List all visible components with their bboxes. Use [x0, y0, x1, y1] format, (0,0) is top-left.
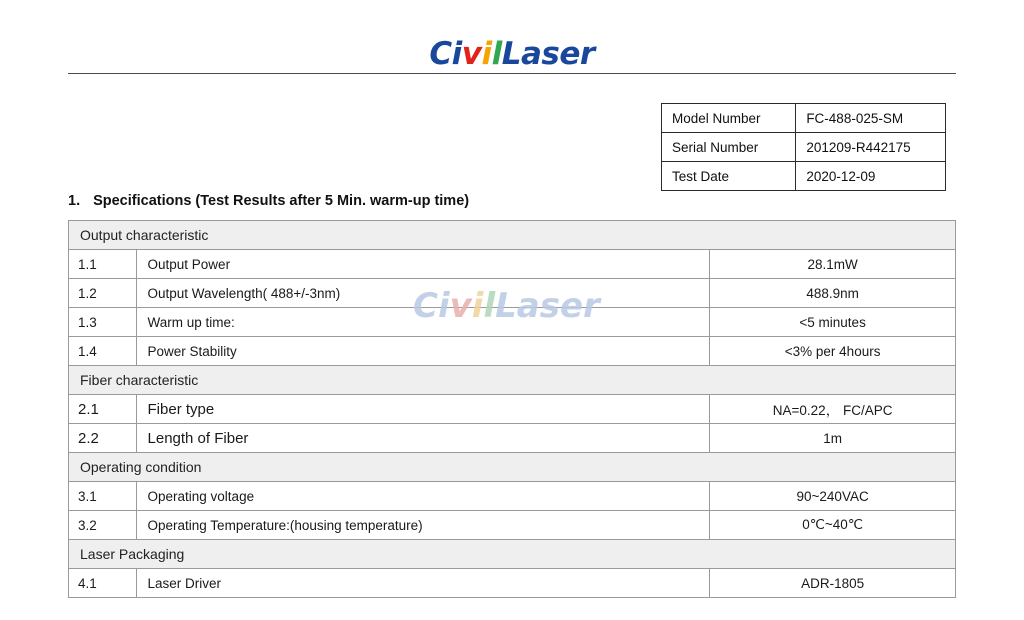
group-header-output-characteristic	[69, 221, 956, 250]
row-index: 1.1	[69, 250, 137, 279]
table-row	[69, 279, 956, 308]
row-index: 1.3	[69, 308, 137, 337]
civillaser-logo	[429, 36, 594, 72]
logo-letter-v: v	[461, 36, 482, 72]
row-name: Laser Driver	[136, 569, 710, 598]
group-header-operating-condition	[69, 453, 956, 482]
table-row	[662, 133, 946, 162]
row-index: 4.1	[69, 569, 137, 598]
info-label-serial: Serial Number	[662, 133, 796, 162]
info-value-testdate: 2020-12-09	[796, 162, 946, 191]
section-number: 1.	[68, 193, 81, 209]
table-row	[69, 569, 956, 598]
row-value: 0℃~40℃	[710, 511, 956, 540]
row-value: ADR-1805	[710, 569, 956, 598]
group-header-laser-packaging	[69, 540, 956, 569]
specifications-table	[68, 220, 956, 598]
row-index: 3.2	[69, 511, 137, 540]
row-index: 2.1	[69, 395, 137, 424]
row-index: 1.2	[69, 279, 137, 308]
logo-letter-i2: i	[481, 36, 492, 72]
row-name: Length of Fiber	[136, 424, 710, 453]
row-name: Warm up time:	[136, 308, 710, 337]
row-name: Output Wavelength( 488+/-3nm)	[136, 279, 710, 308]
row-index: 1.4	[69, 337, 137, 366]
group-title: Laser Packaging	[69, 540, 956, 569]
row-name: Fiber type	[136, 395, 710, 424]
watermark-letter-i2: i	[471, 286, 484, 326]
row-value: NA=0.22， FC/APC	[710, 395, 956, 424]
info-label-testdate: Test Date	[662, 162, 796, 191]
group-header-fiber-characteristic	[69, 366, 956, 395]
row-name: Power Stability	[136, 337, 710, 366]
row-value: <5 minutes	[710, 308, 956, 337]
group-title: Fiber characteristic	[69, 366, 956, 395]
watermark-letter-l: l	[483, 286, 496, 326]
row-index: 3.1	[69, 482, 137, 511]
row-name: Operating voltage	[136, 482, 710, 511]
group-title: Output characteristic	[69, 221, 956, 250]
logo-letter-i1: i	[451, 36, 462, 72]
table-row	[69, 337, 956, 366]
table-row	[69, 250, 956, 279]
row-value: 28.1mW	[710, 250, 956, 279]
table-row	[69, 395, 956, 424]
logo-letter-c: C	[429, 36, 452, 72]
row-value: <3% per 4hours	[710, 337, 956, 366]
info-value-model: FC-488-025-SM	[796, 104, 946, 133]
section-heading	[68, 193, 469, 209]
row-value: 1m	[710, 424, 956, 453]
table-row	[662, 104, 946, 133]
row-name: Output Power	[136, 250, 710, 279]
info-value-serial: 201209-R442175	[796, 133, 946, 162]
group-title: Operating condition	[69, 453, 956, 482]
watermark-letter-c: C	[413, 286, 438, 326]
table-row	[69, 308, 956, 337]
brand-header	[0, 36, 1024, 72]
row-name: Operating Temperature:(housing temperature)	[136, 511, 710, 540]
table-row	[69, 424, 956, 453]
section-title-text: Specifications (Test Results after 5 Min. warm-up time)	[93, 193, 470, 209]
table-row	[69, 511, 956, 540]
info-label-model: Model Number	[662, 104, 796, 133]
device-info-table	[661, 103, 946, 191]
watermark-letter-v: v	[449, 286, 472, 326]
table-row	[69, 482, 956, 511]
watermark-letter-i1: i	[437, 286, 450, 326]
logo-word-laser: Laser	[501, 36, 595, 72]
table-row	[662, 162, 946, 191]
watermark-word-laser: Laser	[495, 286, 600, 326]
row-value: 90~240VAC	[710, 482, 956, 511]
logo-letter-l: l	[491, 36, 502, 72]
row-value: 488.9nm	[710, 279, 956, 308]
header-divider	[68, 73, 956, 74]
row-index: 2.2	[69, 424, 137, 453]
